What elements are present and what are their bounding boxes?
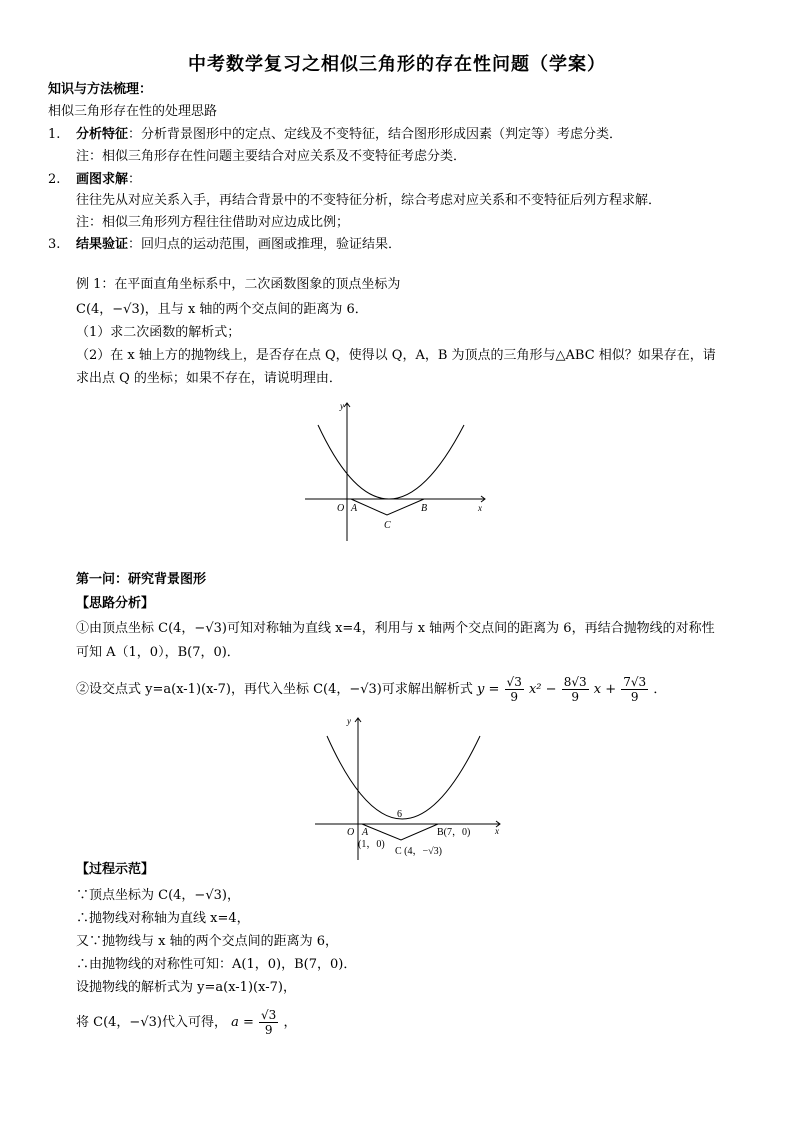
page-title: 中考数学复习之相似三角形的存在性问题（学案） — [188, 54, 606, 75]
item-number: 2. — [48, 172, 61, 187]
formula-a: a = — [231, 1015, 254, 1030]
item-number: 3. — [48, 237, 61, 252]
parabola-curve — [318, 425, 464, 499]
formula-end: ， — [283, 1015, 297, 1030]
process-line: ∴由抛物线的对称性可知：A(1，0)，B(7，0)． — [76, 957, 357, 972]
analysis-line-1b: 可知 A（1，0），B(7，0)． — [76, 645, 240, 660]
fraction — [259, 1008, 278, 1037]
point-b-label: B — [421, 503, 428, 514]
origin-label: O — [337, 503, 345, 514]
process-last-line — [76, 1004, 296, 1042]
example-line: C(4，−√3)，且与 x 轴的两个交点间的距离为 6． — [76, 302, 368, 317]
process-line: 又∵抛物线与 x 轴的两个交点间的距离为 6， — [76, 934, 338, 949]
point-a-label: A — [351, 503, 358, 514]
section-subheading: 相似三角形存在性的处理思路 — [48, 104, 218, 119]
analysis-line-1: ①由顶点坐标 C(4，−√3)可知对称轴为直线 x=4，利用与 x 轴两个交点间的距离为 6，再结合抛物线的对称性 — [76, 621, 715, 636]
fraction-denominator: 9 — [571, 690, 579, 704]
point-b-label: B(7，0) — [437, 827, 471, 838]
parabola-figure-2 — [310, 710, 510, 860]
x-label: x — [478, 503, 482, 513]
fraction-numerator: √3 — [261, 1008, 277, 1022]
part-heading: 第一问：研究背景图形 — [76, 572, 207, 587]
item-body: ： — [128, 172, 142, 187]
fraction-denominator: 9 — [264, 1023, 273, 1037]
analysis-line-2-text: ②设交点式 y=a(x-1)(x-7)，再代入坐标 C(4，−√3)可求解出解析式 — [76, 682, 473, 697]
item-line: 往往先从对应关系入手，再结合背景中的不变特征分析，综合考虑对应关系和不变特征后列方程求解． — [76, 193, 662, 208]
formula-term: x + — [593, 682, 617, 697]
distance-label: 6 — [397, 809, 402, 820]
parabola-curve — [327, 736, 480, 819]
process-line: ∴抛物线对称轴为直线 x=4， — [76, 911, 250, 926]
process-heading: 【过程示范】 — [76, 862, 155, 877]
point-a-coord: (1，0) — [358, 839, 385, 850]
fraction-denominator: 9 — [510, 690, 518, 704]
item-number: 1. — [48, 127, 61, 142]
item-label: 分析特征 — [76, 127, 129, 142]
item-text — [76, 237, 401, 253]
item-body: ：分析背景图形中的定点、定线及不变特征，结合图形形成因素（判定等）考虑分类． — [128, 127, 623, 142]
section-heading: 知识与方法梳理： — [48, 82, 153, 97]
item-label: 结果验证 — [76, 237, 129, 252]
process-last-text: 将 C(4，−√3)代入可得， — [76, 1015, 227, 1030]
fraction-numerator: 7√3 — [623, 675, 647, 689]
formula-term: x² − — [528, 682, 557, 697]
y-label: y — [347, 716, 351, 726]
fraction — [505, 675, 524, 704]
x-label: x — [495, 826, 499, 836]
point-a-label: A — [362, 827, 369, 838]
item-text — [76, 127, 622, 143]
analysis-heading: 【思路分析】 — [76, 596, 155, 611]
example-question-2-cont: 求出点 Q 的坐标；如果不存在，请说明理由． — [76, 371, 342, 386]
point-c-label: C (4，−√3) — [395, 846, 442, 857]
item-label: 画图求解 — [76, 172, 129, 187]
formula-y: y = — [477, 682, 500, 697]
fraction-denominator: 9 — [630, 690, 639, 704]
item-text — [76, 172, 141, 188]
parabola-figure-1 — [300, 395, 500, 545]
y-label: y — [340, 401, 344, 411]
triangle-abc — [351, 499, 424, 515]
fraction — [621, 675, 648, 704]
process-line: 设抛物线的解析式为 y=a(x-1)(x-7)， — [76, 980, 296, 995]
fraction — [562, 675, 589, 704]
example-question-1: （1）求二次函数的解析式； — [76, 325, 241, 340]
triangle-abc — [362, 824, 438, 840]
example-question-2: （2）在 x 轴上方的抛物线上，是否存在点 Q，使得以 Q，A，B 为顶点的三角形与△ABC 相似？如果存在，请 — [76, 348, 716, 363]
item-note: 注：相似三角形列方程往往借助对应边成比例； — [76, 215, 350, 230]
process-line: ∵顶点坐标为 C(4，−√3)， — [76, 888, 240, 903]
point-c-label: C — [384, 520, 391, 531]
item-note: 注：相似三角形存在性问题主要结合对应关系及不变特征考虑分类． — [76, 149, 467, 164]
fraction-numerator: √3 — [506, 675, 522, 689]
item-body: ：回归点的运动范围，画图或推理，验证结果． — [128, 237, 402, 252]
analysis-line-2 — [76, 671, 666, 709]
example-line: 例 1：在平面直角坐标系中，二次函数图象的顶点坐标为 — [76, 277, 401, 292]
formula-end: ． — [653, 682, 667, 697]
origin-label: O — [347, 827, 355, 838]
fraction-numerator: 8√3 — [563, 675, 587, 689]
